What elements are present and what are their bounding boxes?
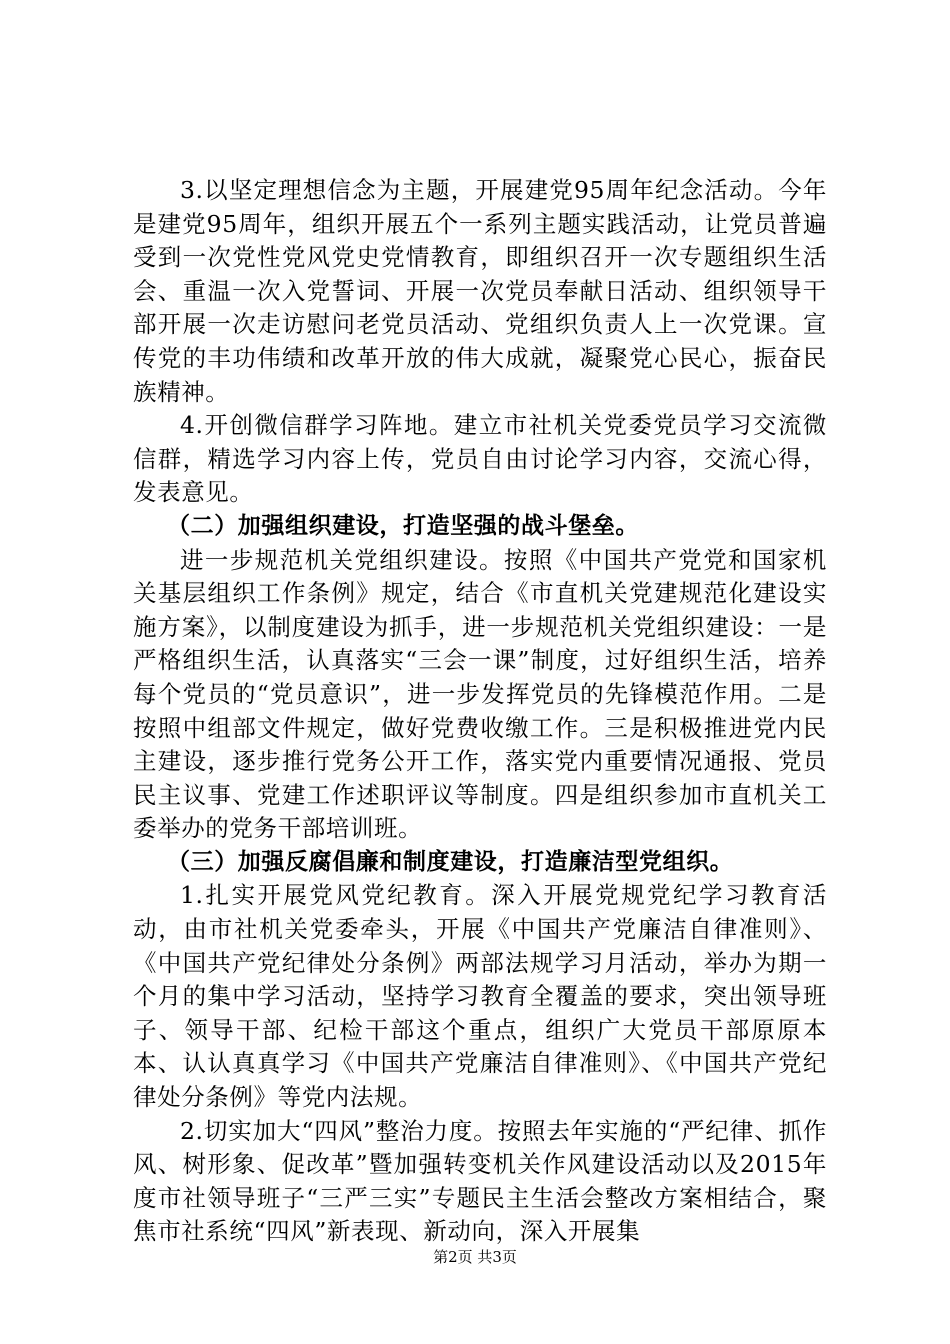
- paragraph-four-winds: 2.切实加大“四风”整治力度。按照去年实施的“严纪律、抓作风、树形象、促改革”暨加强转变机关作风建设活动以及2015年度市社领导班子“三严三实”专题民主生活会整改方案相结合，聚焦市社系统“四风”新表现、新动向，深入开展集: [133, 1116, 827, 1246]
- paragraph-item-4: 4.开创微信群学习阵地。建立市社机关党委党员学习交流微信群，精选学习内容上传，党员自由讨论学习内容，交流心得，发表意见。: [133, 411, 827, 507]
- paragraph-item-3: 3.以坚定理想信念为主题，开展建党95周年纪念活动。今年是建党95周年，组织开展五个一系列主题实践活动，让党员普遍受到一次党性党风党史党情教育，即组织召开一次专题组织生活会、重温一次入党誓词、开展一次党员奉献日活动、组织领导干部开展一次走访慰问老党员活动、党组织负责人上一次党课。宣传党的丰功伟绩和改革开放的伟大成就，凝聚党心民心，振奋民族精神。: [133, 176, 827, 406]
- page-number-footer: 第2页 共3页: [433, 1248, 517, 1266]
- document-body: [133, 174, 827, 1249]
- paragraph-organization: 进一步规范机关党组织建设。按照《中国共产党党和国家机关基层组织工作条例》规定，结合《市直机关党建规范化建设实施方案》，以制度建设为抓手，进一步规范机关党组织建设：一是严格组织生活，认真落实“三会一课”制度，过好组织生活，培养每个党员的“党员意识”，进一步发挥党员的先锋模范作用。二是按照中组部文件规定，做好党费收缴工作。三是积极推进党内民主建设，逐步推行党务公开工作，落实党内重要情况通报、党员民主议事、党建工作述职评议等制度。四是组织参加市直机关工委举办的党务干部培训班。: [133, 545, 827, 843]
- section-heading-3: （三）加强反腐倡廉和制度建设，打造廉洁型党组织。: [167, 848, 734, 875]
- paragraph-discipline-education: 1.扎实开展党风党纪教育。深入开展党规党纪学习教育活动，由市社机关党委牵头，开展《中国共产党廉洁自律准则》、《中国共产党纪律处分条例》两部法规学习月活动，举办为期一个月的集中学习活动，坚持学习教育全覆盖的要求，突出领导班子、领导干部、纪检干部这个重点，组织广大党员干部原原本本、认认真真学习《中国共产党廉洁自律准则》、《中国共产党纪律处分条例》等党内法规。: [133, 881, 827, 1112]
- section-heading-2: （二）加强组织建设，打造坚强的战斗堡垒。: [167, 512, 639, 539]
